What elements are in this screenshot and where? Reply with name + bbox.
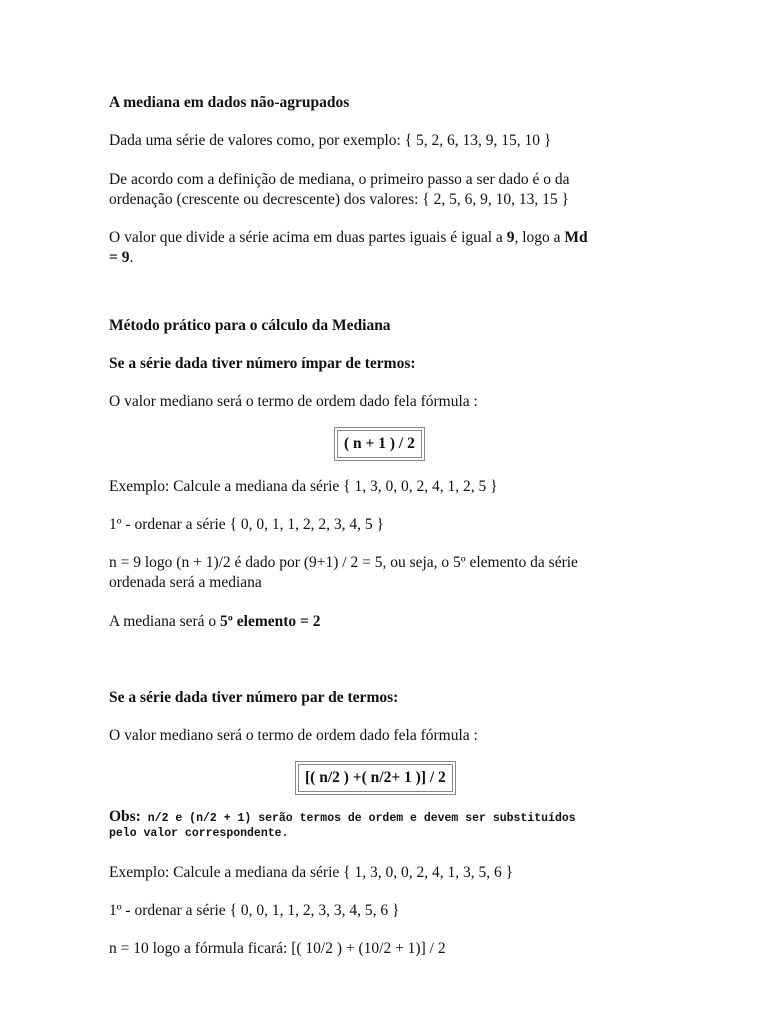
- median-value-period: .: [129, 249, 134, 266]
- median-value-text-mid: , logo a: [514, 229, 565, 246]
- md-equals-value: = 9: [109, 249, 130, 266]
- odd-result-pre: A mediana será o: [109, 613, 221, 630]
- series-example-text: Dada uma série de valores como, por exemplo: { 5, 2, 6, 13, 9, 15, 10 }: [109, 132, 552, 149]
- obs-note: [109, 810, 669, 840]
- odd-terms-subtitle: Se a série dada tiver número ímpar de termos:: [109, 355, 416, 372]
- odd-formula: ( n + 1 ) / 2: [337, 430, 422, 458]
- section-title-practical-method: Método prático para o cálculo da Mediana: [109, 317, 391, 334]
- ordering-text-line-1: De acordo com a definição de mediana, o primeiro passo a ser dado é o da: [109, 171, 570, 188]
- odd-step-1: 1º - ordenar a série { 0, 0, 1, 1, 2, 2, 3, 4, 5 }: [109, 516, 384, 533]
- median-value-text: [109, 228, 669, 248]
- odd-step-2-line-2: ordenada será a mediana: [109, 574, 262, 591]
- even-terms-subtitle: Se a série dada tiver número par de termos:: [109, 689, 399, 706]
- even-example-text: Exemplo: Calcule a mediana da série { 1, 3, 0, 0, 2, 4, 1, 3, 5, 6 }: [109, 864, 514, 881]
- obs-label: Obs:: [109, 808, 141, 825]
- odd-result-bold: 5º elemento = 2: [220, 613, 321, 630]
- obs-text-line-2: pelo valor correspondente.: [109, 827, 289, 840]
- median-value-text-line-2: [109, 248, 669, 268]
- even-formula: [( n/2 ) +( n/2+ 1 )] / 2: [298, 764, 453, 792]
- even-step-2: n = 10 logo a fórmula ficará: [( 10/2 ) + (10/2 + 1)] / 2: [109, 940, 446, 957]
- odd-formula-intro: O valor mediano será o termo de ordem dado fela fórmula :: [109, 393, 478, 410]
- odd-formula-box: [334, 427, 425, 461]
- odd-example-text: Exemplo: Calcule a mediana da série { 1, 3, 0, 0, 2, 4, 1, 2, 5 }: [109, 478, 498, 495]
- md-label: Md: [564, 229, 588, 246]
- even-formula-intro: O valor mediano será o termo de ordem dado fela fórmula :: [109, 727, 478, 744]
- obs-text-line-1: n/2 e (n/2 + 1) serão termos de ordem e devem ser substituídos: [140, 812, 576, 825]
- odd-step-2-line-1: n = 9 logo (n + 1)/2 é dado por (9+1) / 2 = 5, ou seja, o 5º elemento da série: [109, 554, 578, 571]
- even-step-1: 1º - ordenar a série { 0, 0, 1, 1, 2, 3, 3, 4, 5, 6 }: [109, 902, 400, 919]
- median-value-text-pre: O valor que divide a série acima em duas partes iguais é igual a: [109, 229, 507, 246]
- odd-result-text: [109, 612, 669, 632]
- even-formula-box: [295, 761, 456, 795]
- median-value-bold: 9: [506, 229, 515, 246]
- section-title-ungrouped: A mediana em dados não-agrupados: [109, 94, 350, 111]
- ordering-text-line-2: ordenação (crescente ou decrescente) dos valores: { 2, 5, 6, 9, 10, 13, 15 }: [109, 191, 569, 208]
